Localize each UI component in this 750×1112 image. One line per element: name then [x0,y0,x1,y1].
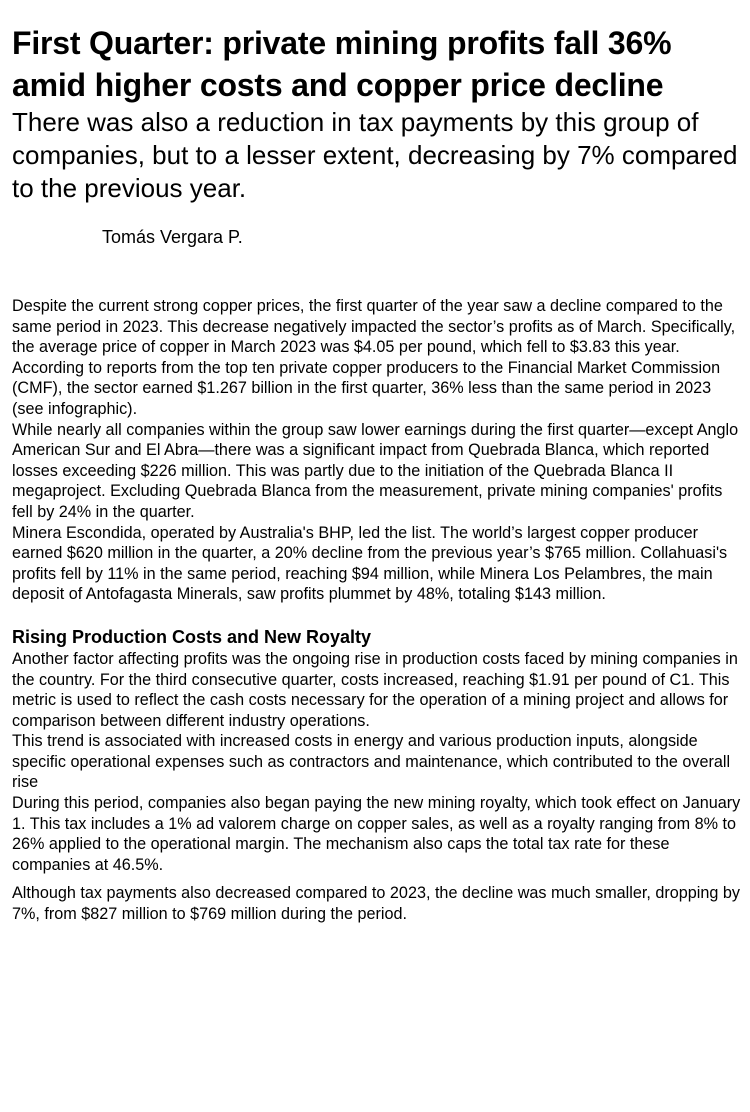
section-paragraph: During this period, companies also began paying the new mining royalty, which took effect on January 1. This tax includes a 1% ad valorem charge on copper sales, as well as a royalty ranging from 8% to 26% applied to the operational margin. The mechanism also caps the total tax rate for these companies at 46.5%. [12,794,741,874]
subtitle: There was also a reduction in tax payments by this group of companies, but to a lesser extent, decreasing by 7% compared to the previous year. [12,107,738,203]
section-paragraph: This trend is associated with increased costs in energy and various production inputs, alongside specific operational expenses such as contractors and maintenance, which contributed to the overall rise [12,732,731,792]
section-paragraph: Another factor affecting profits was the ongoing rise in production costs faced by mining companies in the country. For the third consecutive quarter, costs increased, reaching $1.91 per pound of C1. This metric is used to reflect the cash costs necessary for the operation of a mining project and allows for comparison between different industry operations. [12,649,738,730]
section-paragraph: Although tax payments also decreased compared to 2023, the decline was much smaller, dropping by 7%, from $827 million to $769 million during the period. [12,884,740,924]
article-body [12,296,742,925]
body-paragraph: Despite the current strong copper prices, the first quarter of the year saw a decline compared to the same period in 2023. This decrease negatively impacted the sector’s profits as of March. Specifically, the average price of copper in March 2023 was $4.05 per pound, which fell to $3.83 this year. [12,297,736,357]
body-paragraph: While nearly all companies within the group saw lower earnings during the first quarter—except Anglo American Sur and El Abra—there was a significant impact from Quebrada Blanca, which reported losses exceeding $226 million. This was partly due to the initiation of the Quebrada Blanca II megaproject. Excluding Quebrada Blanca from the measurement, private mining companies' profits fell by 24% in the quarter. [12,420,739,521]
headline: First Quarter: private mining profits fall 36% amid higher costs and copper price decline [12,25,672,103]
body-paragraph: Minera Escondida, operated by Australia's BHP, led the list. The world’s largest copper producer earned $620 million in the quarter, a 20% decline from the previous year’s $765 million. Collahuasi's profits fell by 11% in the same period, reaching $94 million, while Minera Los Pelambres, the main deposit of Antofagasta Minerals, saw profits plummet by 48%, totaling $143 million. [12,523,728,604]
author-byline: Tomás Vergara P. [102,227,243,247]
body-paragraph: According to reports from the top ten private copper producers to the Financial Market Commission (CMF), the sector earned $1.267 billion in the first quarter, 36% less than the same period in 2023 (see infographic). [12,358,721,418]
section-heading: Rising Production Costs and New Royalty [12,626,372,647]
article [12,22,742,925]
